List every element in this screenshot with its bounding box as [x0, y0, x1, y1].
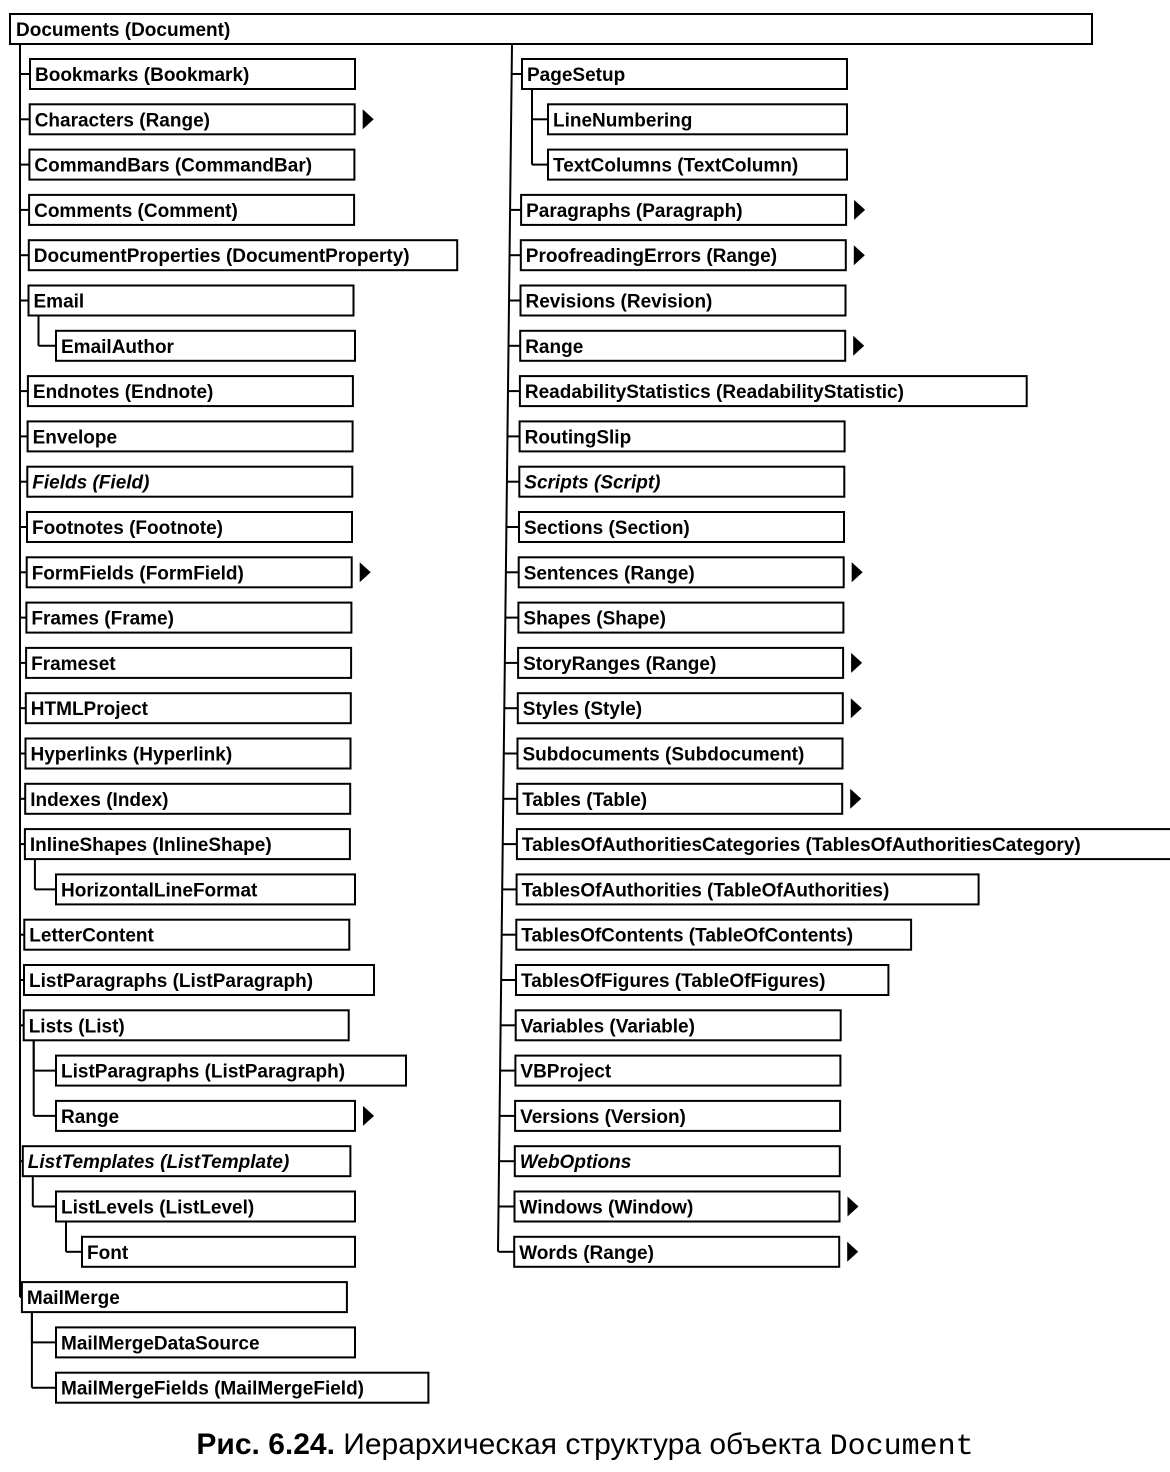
node-label: ListLevels (ListLevel)	[61, 1197, 255, 1219]
node-label: Comments (Comment)	[34, 200, 238, 222]
node-label: Fields (Field)	[32, 472, 150, 494]
node-label: Paragraphs (Paragraph)	[526, 200, 743, 222]
node-tof	[516, 965, 888, 995]
node-docprops	[29, 240, 457, 270]
expand-arrow-icon	[853, 336, 864, 356]
node-label: Versions (Version)	[520, 1106, 686, 1128]
node-textcolumns	[548, 150, 847, 180]
node-label: MailMergeDataSource	[61, 1333, 260, 1355]
node-paragraphs	[521, 195, 865, 225]
node-sections	[519, 512, 844, 542]
node-label: Frameset	[31, 653, 116, 675]
node-email	[29, 286, 354, 316]
figure-caption	[0, 1428, 1170, 1464]
node-weboptions	[515, 1146, 840, 1176]
node-label: Indexes (Index)	[30, 789, 169, 811]
node-label: WebOptions	[519, 1152, 632, 1174]
node-proofreading	[521, 240, 865, 270]
node-mmdatasource	[56, 1327, 355, 1357]
node-envelope	[28, 421, 353, 451]
node-label: Tables (Table)	[522, 789, 648, 811]
expand-arrow-icon	[848, 1197, 859, 1217]
node-label: TablesOfContents (TableOfContents)	[521, 925, 854, 947]
node-label: VBProject	[520, 1061, 612, 1083]
node-mmfields	[56, 1373, 428, 1403]
node-label: Footnotes (Footnote)	[32, 518, 224, 539]
node-styles	[518, 693, 862, 723]
node-variables	[516, 1010, 841, 1040]
node-label: Styles (Style)	[522, 699, 643, 721]
node-lists_range	[56, 1101, 374, 1131]
node-label: Range	[525, 336, 584, 358]
node-endnotes	[28, 376, 353, 406]
node-label: PageSetup	[527, 65, 626, 86]
node-mailmerge	[22, 1282, 347, 1312]
node-label: Envelope	[32, 427, 118, 449]
node-label: ListParagraphs (ListParagraph)	[61, 1061, 346, 1083]
node-toc	[516, 920, 911, 950]
expand-arrow-icon	[851, 653, 862, 673]
root-node-label: Documents (Document)	[16, 20, 231, 41]
node-label: DocumentProperties (DocumentProperty)	[33, 246, 410, 268]
node-label: MailMergeFields (MailMergeField)	[61, 1378, 364, 1400]
node-label: Subdocuments (Subdocument)	[522, 744, 805, 766]
node-vbproject	[515, 1056, 840, 1086]
root-node-documents	[10, 14, 1092, 44]
node-label: TablesOfAuthoritiesCategories (TablesOfAuthoritiesCategory)	[521, 835, 1081, 857]
node-label: Frames (Frame)	[31, 608, 174, 630]
node-font	[82, 1237, 355, 1267]
node-label: ListTemplates (ListTemplate)	[27, 1152, 290, 1174]
node-label: Shapes (Shape)	[523, 608, 666, 630]
node-label: StoryRanges (Range)	[523, 653, 717, 675]
node-versions	[515, 1101, 840, 1131]
node-toa	[517, 874, 979, 904]
node-frameset	[26, 648, 351, 678]
node-label: Characters (Range)	[34, 110, 210, 132]
node-revisions	[521, 286, 846, 316]
node-indexes	[25, 784, 350, 814]
node-readability	[520, 376, 1027, 406]
caption-code: Document	[829, 1430, 974, 1464]
node-range	[520, 331, 864, 361]
node-label: ReadabilityStatistics (ReadabilityStatistic)	[524, 382, 904, 404]
node-listparagraphs	[24, 965, 374, 995]
node-label: TextColumns (TextColumn)	[553, 155, 799, 177]
node-label: CommandBars (CommandBar)	[34, 155, 313, 177]
node-lettercontent	[24, 920, 349, 950]
node-label: RoutingSlip	[524, 427, 632, 449]
node-pagesetup	[522, 59, 847, 89]
node-linenumbering	[548, 104, 847, 134]
node-tables	[517, 784, 861, 814]
node-label: LetterContent	[29, 925, 154, 947]
node-label: ListParagraphs (ListParagraph)	[29, 971, 314, 992]
node-label: HTMLProject	[30, 699, 148, 721]
node-lists_listparagraphs	[56, 1056, 406, 1086]
expand-arrow-icon	[851, 698, 862, 718]
node-toacategories	[517, 829, 1170, 859]
node-label: InlineShapes (InlineShape)	[29, 835, 272, 857]
expand-arrow-icon	[360, 562, 371, 582]
expand-arrow-icon	[852, 562, 863, 582]
node-label: TablesOfFigures (TableOfFigures)	[521, 971, 826, 992]
node-htmlproject	[26, 693, 351, 723]
node-bookmarks	[30, 59, 355, 89]
node-subdocuments	[518, 739, 843, 769]
node-label: HorizontalLineFormat	[61, 880, 258, 902]
node-label: Bookmarks (Bookmark)	[35, 65, 250, 86]
node-hyperlinks	[26, 739, 351, 769]
node-inlineshapes	[25, 829, 350, 859]
node-boxes	[22, 59, 1170, 1403]
node-label: Scripts (Script)	[524, 472, 661, 494]
expand-arrow-icon	[854, 245, 865, 265]
expand-arrow-icon	[363, 109, 374, 129]
node-hlineformat	[56, 874, 355, 904]
node-label: Words (Range)	[519, 1242, 654, 1264]
expand-arrow-icon	[854, 200, 865, 220]
node-label: Variables (Variable)	[520, 1016, 695, 1038]
node-lists	[24, 1010, 349, 1040]
node-shapes	[518, 603, 843, 633]
node-label: Range	[61, 1106, 120, 1128]
node-words	[514, 1237, 858, 1267]
node-listlevels	[56, 1192, 355, 1222]
expand-arrow-icon	[363, 1106, 374, 1126]
node-routingslip	[520, 421, 845, 451]
node-windows	[515, 1192, 859, 1222]
node-label: Sections (Section)	[524, 518, 690, 539]
node-label: Lists (List)	[28, 1016, 125, 1038]
node-characters	[30, 104, 374, 134]
node-formfields	[27, 557, 371, 587]
node-fields	[27, 467, 352, 497]
expand-arrow-icon	[850, 789, 861, 809]
node-label: FormFields (FormField)	[31, 563, 244, 585]
caption-label: Рис. 6.24.	[196, 1428, 335, 1461]
node-label: EmailAuthor	[61, 336, 174, 358]
node-emailauthor	[56, 331, 355, 361]
node-label: MailMerge	[26, 1288, 120, 1310]
node-label: LineNumbering	[553, 110, 693, 132]
node-label: Email	[33, 291, 85, 313]
node-sentences	[519, 557, 863, 587]
node-frames	[26, 603, 351, 633]
node-scripts	[519, 467, 844, 497]
node-label: Sentences (Range)	[523, 563, 695, 585]
expand-arrow-icon	[847, 1242, 858, 1262]
node-label: Hyperlinks (Hyperlink)	[30, 744, 233, 766]
node-commandbars	[29, 150, 354, 180]
node-label: Font	[87, 1242, 129, 1264]
node-label: Revisions (Revision)	[525, 291, 713, 313]
node-label: Endnotes (Endnote)	[32, 382, 214, 404]
node-label: TablesOfAuthorities (TableOfAuthorities)	[521, 880, 890, 902]
node-footnotes	[27, 512, 352, 542]
node-label: ProofreadingErrors (Range)	[525, 246, 778, 268]
node-label: Windows (Window)	[519, 1197, 694, 1219]
node-comments	[29, 195, 354, 225]
node-storyranges	[518, 648, 862, 678]
node-listtemplates	[23, 1146, 351, 1176]
caption-text: Иерархическая структура объекта	[343, 1428, 822, 1461]
